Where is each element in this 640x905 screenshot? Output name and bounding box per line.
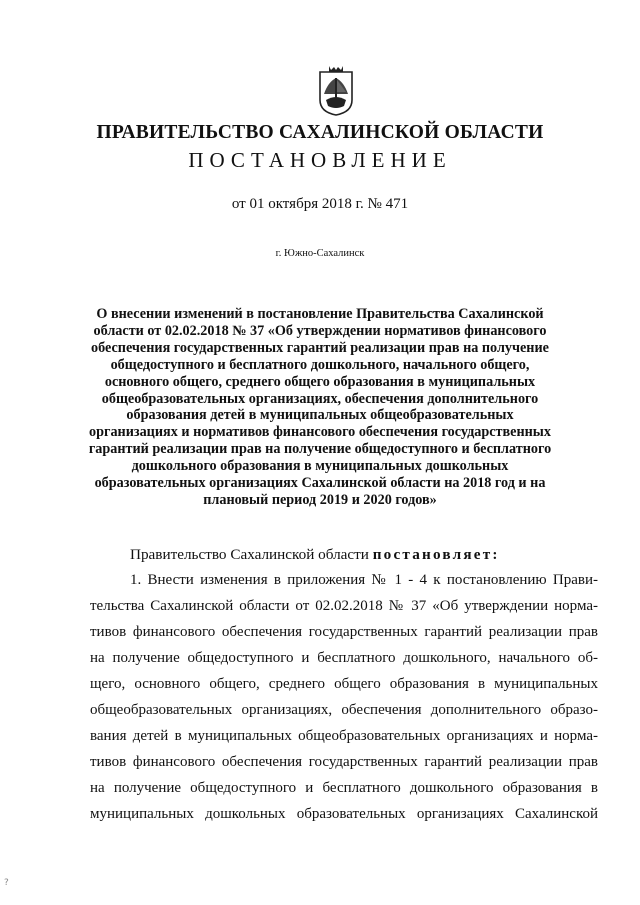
- title-line: дошкольного образования в муниципальных дошкольных: [131, 458, 509, 475]
- title-line: гарантий реализации прав на получение общедоступного и бесплатного: [88, 441, 552, 458]
- title-line: образования детей в муниципальных общеобразовательных: [126, 407, 514, 424]
- margin-mark: ?: [4, 878, 9, 888]
- coat-of-arms-icon: [318, 64, 354, 116]
- title-line: образовательных организациях Сахалинской области на 2018 год и на: [94, 475, 546, 492]
- body-line: щего, основного общего, среднего общего образования в муниципальных: [90, 676, 598, 692]
- body-line: тивов финансового обеспечения государственных гарантий реализации прав: [90, 754, 598, 770]
- document-date-number: от 01 октября 2018 г. № 471: [231, 196, 409, 212]
- document-title: [80, 306, 560, 509]
- body-line: на получение общедоступного и бесплатного дошкольного образования в: [90, 780, 598, 796]
- title-line: организациях и нормативов финансового обеспечения государственных: [89, 424, 551, 441]
- preamble-text: Правительство Сахалинской области: [130, 546, 373, 563]
- document-city: г. Южно-Сахалинск: [275, 248, 365, 259]
- title-line: области от 02.02.2018 № 37 «Об утверждении нормативов финансового: [93, 322, 547, 339]
- title-line: основного общего, среднего общего образования в муниципальных: [104, 373, 536, 390]
- body-line: вания детей в муниципальных общеобразовательных организациях и норма-: [90, 728, 598, 744]
- body-line: тивов финансового обеспечения государственных гарантий реализации прав: [90, 624, 598, 640]
- title-line: общеобразовательных организациях, обеспечения дополнительного: [101, 390, 539, 407]
- preamble-verb: постановляет:: [372, 546, 500, 563]
- title-line: общедоступного и бесплатного дошкольного, начального общего,: [110, 356, 530, 373]
- body-line: тельства Сахалинской области от 02.02.2018 № 37 «Об утверждении норма-: [90, 598, 598, 614]
- body-line: на получение общедоступного и бесплатного дошкольного, начального об-: [90, 650, 598, 666]
- title-line: О внесении изменений в постановление Правительства Сахалинской: [96, 306, 544, 322]
- title-line: плановый период 2019 и 2020 годов»: [203, 491, 437, 508]
- body-line: общеобразовательных организациях, обеспечения дополнительного образо-: [90, 702, 598, 718]
- title-line: обеспечения государственных гарантий реализации прав на получение: [91, 339, 549, 356]
- organization-name: ПРАВИТЕЛЬСТВО САХАЛИНСКОЙ ОБЛАСТИ: [96, 122, 544, 143]
- resolution-preamble: [130, 546, 500, 564]
- body-line: 1. Внести изменения в приложения № 1 - 4 к постановлению Прави-: [130, 572, 598, 588]
- body-line: муниципальных дошкольных образовательных организациях Сахалинской: [90, 806, 598, 822]
- document-type: ПОСТАНОВЛЕНИЕ: [188, 148, 452, 172]
